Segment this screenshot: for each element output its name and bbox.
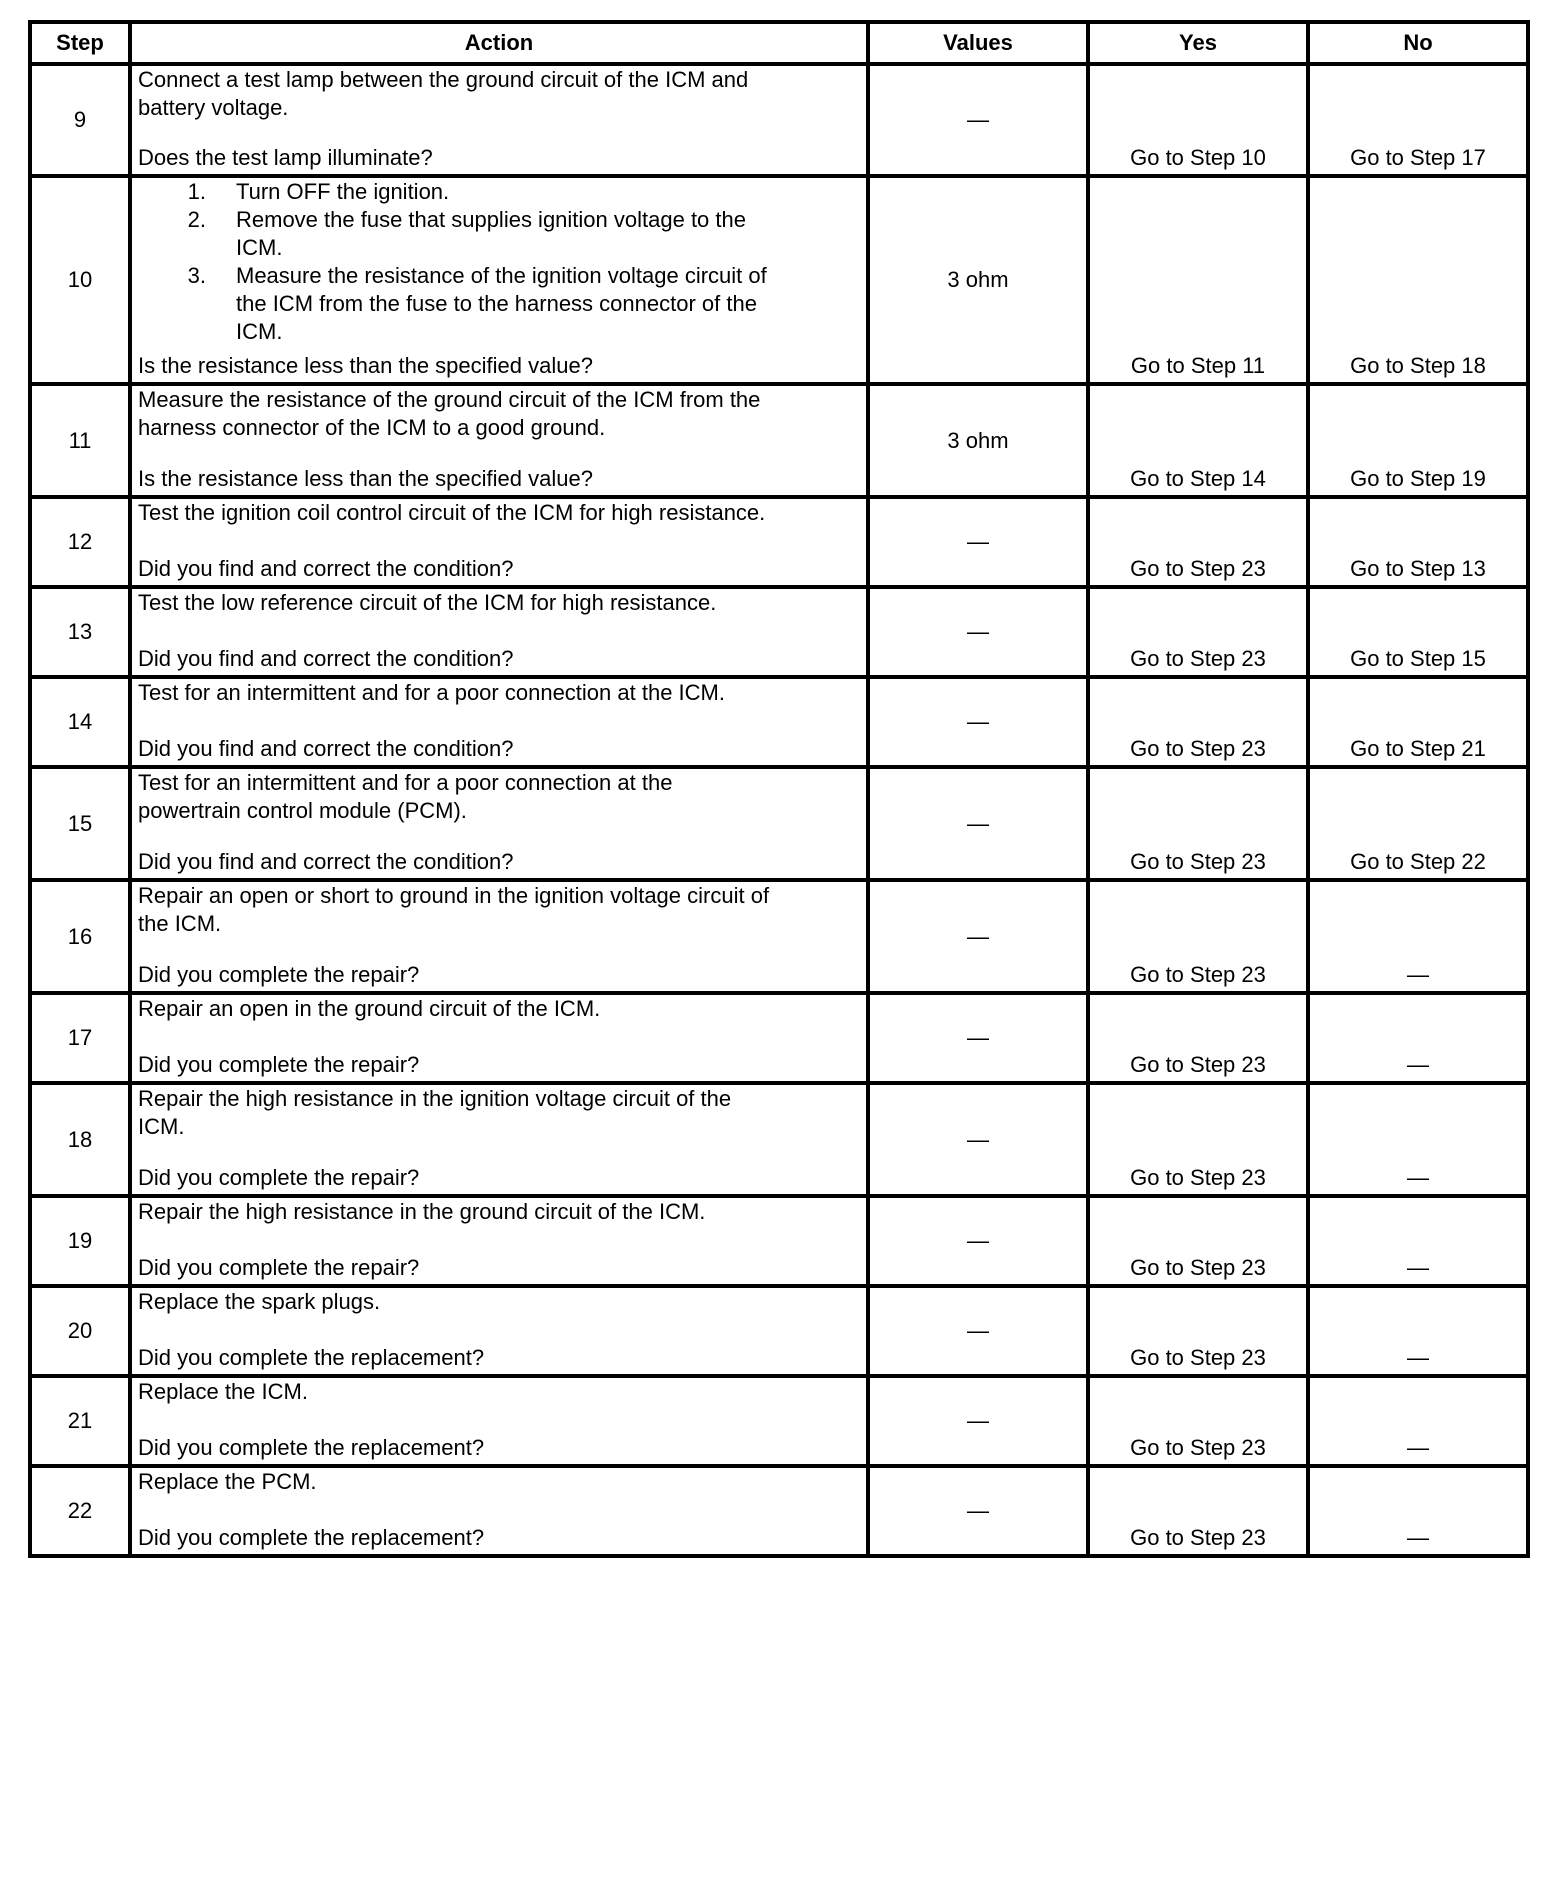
action-question: Did you complete the repair? [138,1165,420,1190]
step-number: 20 [30,1286,130,1376]
table-row [30,176,1528,384]
action-line: Connect a test lamp between the ground circuit of the ICM and [138,67,749,92]
action-line: Replace the spark plugs. [138,1289,381,1314]
step-number: 11 [30,384,130,497]
step-number: 16 [30,880,130,993]
values-cell: — [868,64,1088,176]
action-line: Replace the PCM. [138,1469,317,1494]
no-cell: Go to Step 21 [1308,677,1528,767]
action-content [132,178,866,382]
no-cell: Go to Step 19 [1308,384,1528,497]
action-content [132,66,866,174]
values-cell: — [868,767,1088,880]
action-cell [130,677,868,767]
action-content [132,769,866,878]
table-row [30,677,1528,767]
values-cell: 3 ohm [868,384,1088,497]
yes-cell: Go to Step 23 [1088,1466,1308,1556]
action-cell [130,880,868,993]
table-row [30,880,1528,993]
action-instructions [138,1198,860,1226]
table-row [30,993,1528,1083]
action-question: Did you find and correct the condition? [138,849,514,874]
action-question: Is the resistance less than the specified value? [138,353,593,378]
values-cell: — [868,1376,1088,1466]
action-cell [130,497,868,587]
action-cell [130,993,868,1083]
action-instructions [138,1288,860,1316]
step-number: 15 [30,767,130,880]
action-line: the ICM. [138,911,222,936]
action-line: Repair the high resistance in the ignition voltage circuit of the [138,1086,732,1111]
table-row [30,64,1528,176]
action-cell [130,384,868,497]
no-cell: — [1308,1083,1528,1196]
no-cell: Go to Step 13 [1308,497,1528,587]
action-cell [130,1196,868,1286]
header-no: No [1308,22,1528,64]
list-item-line: Remove the fuse that supplies ignition voltage to the [236,207,746,232]
action-instructions [138,679,860,707]
list-item [138,178,860,206]
action-question: Did you complete the replacement? [138,1525,485,1550]
no-cell: — [1308,1286,1528,1376]
action-line: Replace the ICM. [138,1379,308,1404]
step-number: 13 [30,587,130,677]
action-instructions [138,882,860,938]
list-item-number: 1. [187,179,206,204]
step-number: 18 [30,1083,130,1196]
action-question: Did you find and correct the condition? [138,736,514,761]
no-cell: Go to Step 17 [1308,64,1528,176]
no-cell: — [1308,1466,1528,1556]
action-line: harness connector of the ICM to a good ground. [138,415,606,440]
list-item-text [236,206,860,262]
step-number: 10 [30,176,130,384]
step-number: 21 [30,1376,130,1466]
action-question: Did you find and correct the condition? [138,556,514,581]
values-cell: — [868,1286,1088,1376]
action-line: Repair the high resistance in the ground circuit of the ICM. [138,1199,706,1224]
step-number: 14 [30,677,130,767]
action-content [132,499,866,585]
values-cell: — [868,1196,1088,1286]
list-item-line: ICM. [236,235,283,260]
action-instructions [138,499,860,527]
action-instructions [138,1085,860,1141]
no-cell: — [1308,993,1528,1083]
action-instructions [138,1378,860,1406]
list-item-line: the ICM from the fuse to the harness connector of the [236,291,757,316]
action-cell [130,64,868,176]
action-steps-list [138,178,860,346]
table-row [30,1196,1528,1286]
action-content [132,1378,866,1464]
yes-cell: Go to Step 23 [1088,993,1308,1083]
action-line: ICM. [138,1114,185,1139]
action-question: Did you complete the replacement? [138,1345,485,1370]
action-content [132,1288,866,1374]
action-content [132,386,866,495]
values-cell: — [868,497,1088,587]
action-content [132,1085,866,1194]
table-row [30,384,1528,497]
action-question: Did you complete the repair? [138,1052,420,1077]
action-question: Is the resistance less than the specified value? [138,466,593,491]
yes-cell: Go to Step 23 [1088,1286,1308,1376]
values-cell: — [868,1083,1088,1196]
header-yes: Yes [1088,22,1308,64]
yes-cell: Go to Step 10 [1088,64,1308,176]
list-item-text [236,178,860,206]
action-instructions [138,66,860,122]
list-item-text [236,262,860,346]
no-cell: Go to Step 22 [1308,767,1528,880]
action-cell [130,587,868,677]
action-cell [130,767,868,880]
action-line: Repair an open in the ground circuit of the ICM. [138,996,601,1021]
yes-cell: Go to Step 23 [1088,767,1308,880]
list-item-number: 3. [187,263,206,288]
step-number: 17 [30,993,130,1083]
header-values: Values [868,22,1088,64]
action-content [132,1468,866,1554]
step-number: 12 [30,497,130,587]
list-item-number: 2. [187,207,206,232]
action-cell [130,1286,868,1376]
header-action: Action [130,22,868,64]
yes-cell: Go to Step 14 [1088,384,1308,497]
action-cell [130,176,868,384]
table-row [30,1466,1528,1556]
table-row [30,1286,1528,1376]
values-cell: — [868,880,1088,993]
action-cell [130,1466,868,1556]
table-row [30,497,1528,587]
action-cell [130,1376,868,1466]
table-row [30,587,1528,677]
action-content [132,679,866,765]
action-line: Test the low reference circuit of the ICM for high resistance. [138,590,717,615]
values-cell: — [868,993,1088,1083]
values-cell: — [868,677,1088,767]
no-cell: — [1308,880,1528,993]
table-row [30,767,1528,880]
values-cell: 3 ohm [868,176,1088,384]
action-line: battery voltage. [138,95,289,120]
action-content [132,1198,866,1284]
list-item-line: Turn OFF the ignition. [236,179,450,204]
values-cell: — [868,1466,1088,1556]
action-question: Did you find and correct the condition? [138,646,514,671]
action-line: powertrain control module (PCM). [138,798,467,823]
yes-cell: Go to Step 23 [1088,1196,1308,1286]
step-number: 22 [30,1466,130,1556]
action-instructions [138,178,860,346]
list-item-line: ICM. [236,319,283,344]
step-number: 19 [30,1196,130,1286]
diagnostic-table [28,20,1530,1558]
action-question: Did you complete the repair? [138,1255,420,1280]
list-item-line: Measure the resistance of the ignition voltage circuit of [236,263,767,288]
table-row [30,1083,1528,1196]
action-content [132,882,866,991]
no-cell: Go to Step 18 [1308,176,1528,384]
no-cell: — [1308,1376,1528,1466]
action-question: Did you complete the repair? [138,962,420,987]
action-line: Test the ignition coil control circuit of the ICM for high resistance. [138,500,766,525]
action-line: Repair an open or short to ground in the ignition voltage circuit of [138,883,770,908]
action-question: Does the test lamp illuminate? [138,145,433,170]
yes-cell: Go to Step 23 [1088,1083,1308,1196]
action-line: Test for an intermittent and for a poor connection at the [138,770,673,795]
action-instructions [138,386,860,442]
action-question: Did you complete the replacement? [138,1435,485,1460]
action-line: Measure the resistance of the ground circuit of the ICM from the [138,387,761,412]
values-cell: — [868,587,1088,677]
yes-cell: Go to Step 23 [1088,677,1308,767]
action-content [132,995,866,1081]
action-content [132,589,866,675]
list-item [138,206,860,262]
action-instructions [138,1468,860,1496]
header-step: Step [30,22,130,64]
no-cell: Go to Step 15 [1308,587,1528,677]
yes-cell: Go to Step 23 [1088,497,1308,587]
yes-cell: Go to Step 11 [1088,176,1308,384]
action-instructions [138,769,860,825]
action-instructions [138,589,860,617]
table-row [30,1376,1528,1466]
no-cell: — [1308,1196,1528,1286]
action-cell [130,1083,868,1196]
yes-cell: Go to Step 23 [1088,587,1308,677]
action-instructions [138,995,860,1023]
header-row [30,22,1528,64]
yes-cell: Go to Step 23 [1088,1376,1308,1466]
list-item [138,262,860,346]
yes-cell: Go to Step 23 [1088,880,1308,993]
step-number: 9 [30,64,130,176]
action-line: Test for an intermittent and for a poor connection at the ICM. [138,680,725,705]
